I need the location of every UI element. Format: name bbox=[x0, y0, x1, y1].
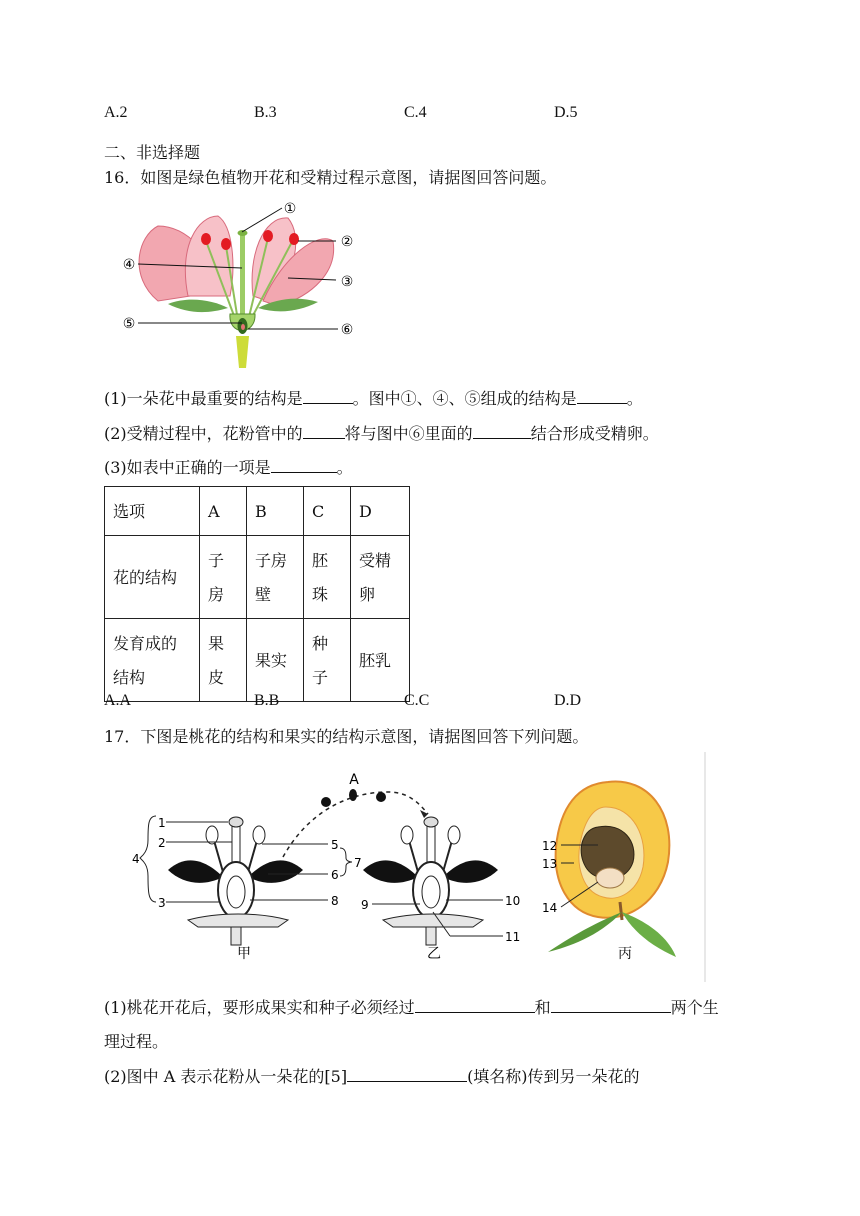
table-cell: A bbox=[200, 487, 247, 536]
q17-part1-cont: 理过程。 bbox=[104, 1032, 169, 1051]
label-9: 9 bbox=[361, 898, 369, 912]
label-6: 6 bbox=[331, 868, 339, 882]
q15-option-d: D.5 bbox=[554, 104, 578, 121]
q16-part1-text-a: (1)一朵花中最重要的结构是 bbox=[104, 389, 303, 408]
q16-flower-figure bbox=[118, 196, 368, 372]
label-5: 5 bbox=[331, 838, 339, 852]
caption-bing: 丙 bbox=[618, 946, 632, 962]
table-cell: 种子 bbox=[304, 619, 351, 702]
q17-part2 bbox=[104, 1064, 640, 1087]
flower-label-3: ③ bbox=[340, 274, 354, 290]
q16-option-b: B.B bbox=[254, 692, 280, 709]
section-heading: 二、非选择题 bbox=[104, 143, 201, 162]
q16-part3-text-b: 。 bbox=[336, 458, 353, 477]
flower-label-2: ② bbox=[340, 234, 354, 250]
table-row bbox=[105, 487, 410, 536]
q15-option-a: A.2 bbox=[104, 104, 128, 121]
q16-part3-blank[interactable] bbox=[271, 456, 337, 473]
q17-part2-text-b: (填名称)传到另一朵花的 bbox=[467, 1067, 640, 1086]
q16-option-c: C.C bbox=[404, 692, 430, 709]
table-cell: D bbox=[351, 487, 410, 536]
q17-part1-text-a: (1)桃花开花后，要形成果实和种子必须经过 bbox=[104, 998, 415, 1017]
q16-option-a: A.A bbox=[104, 692, 132, 709]
label-7: 7 bbox=[354, 856, 362, 870]
pollination-arrow-label: A bbox=[349, 772, 359, 788]
q15-option-b: B.3 bbox=[254, 104, 277, 121]
table-cell: 胚珠 bbox=[304, 536, 351, 619]
peach-fruit bbox=[548, 782, 676, 957]
table-cell: 果实 bbox=[247, 619, 304, 702]
label-8: 8 bbox=[331, 894, 339, 908]
table-cell: 胚乳 bbox=[351, 619, 410, 702]
table-cell: 果皮 bbox=[200, 619, 247, 702]
table-cell: B bbox=[247, 487, 304, 536]
q17-part1 bbox=[104, 995, 719, 1018]
q16-stem: 16．如图是绿色植物开花和受精过程示意图，请据图回答问题。 bbox=[104, 168, 557, 187]
q16-table bbox=[104, 486, 410, 702]
flower-jia bbox=[168, 817, 303, 945]
label-4: 4 bbox=[132, 852, 140, 866]
q16-option-d: D.D bbox=[554, 692, 582, 709]
table-cell: 发育成的结构 bbox=[105, 619, 200, 702]
label-13: 13 bbox=[542, 857, 558, 871]
table-row bbox=[105, 619, 410, 702]
q16-part1-blank-2[interactable] bbox=[577, 387, 627, 404]
flower-label-5: ⑤ bbox=[122, 316, 136, 332]
table-cell: 子房 bbox=[200, 536, 247, 619]
table-cell: C bbox=[304, 487, 351, 536]
table-row bbox=[105, 536, 410, 619]
q16-part3-text-a: (3)如表中正确的一项是 bbox=[104, 458, 271, 477]
label-10: 10 bbox=[505, 894, 521, 908]
label-1: 1 bbox=[158, 816, 166, 830]
q16-part2-text-c: 结合形成受精卵。 bbox=[530, 424, 659, 443]
q17-peach-figure bbox=[128, 752, 708, 982]
q16-part1 bbox=[104, 386, 643, 409]
table-cell: 选项 bbox=[105, 487, 200, 536]
flower-yi bbox=[363, 817, 498, 945]
q16-part1-text-c: 。 bbox=[626, 389, 643, 408]
q16-part2-text-b: 将与图中⑥里面的 bbox=[344, 424, 473, 443]
flower-label-6: ⑥ bbox=[340, 322, 354, 338]
label-2: 2 bbox=[158, 836, 166, 850]
q17-stem: 17．下图是桃花的结构和果实的结构示意图，请据图回答下列问题。 bbox=[104, 727, 589, 746]
q17-part1-blank-1[interactable] bbox=[415, 996, 535, 1013]
q16-part2-text-a: (2)受精过程中，花粉管中的 bbox=[104, 424, 303, 443]
flower-label-1: ① bbox=[283, 201, 297, 217]
caption-yi: 乙 bbox=[427, 946, 441, 962]
table-cell: 子房壁 bbox=[247, 536, 304, 619]
q16-part3 bbox=[104, 455, 353, 478]
q17-part2-blank[interactable] bbox=[347, 1065, 467, 1082]
q17-part1-text-c: 两个生 bbox=[670, 998, 719, 1017]
label-11: 11 bbox=[505, 930, 521, 944]
q16-part2-blank-1[interactable] bbox=[303, 422, 345, 439]
flower-label-4: ④ bbox=[122, 257, 136, 273]
label-12: 12 bbox=[542, 839, 558, 853]
q16-part1-blank-1[interactable] bbox=[303, 387, 353, 404]
q16-part2-blank-2[interactable] bbox=[473, 422, 531, 439]
q15-option-c: C.4 bbox=[404, 104, 427, 121]
q17-part1-text-b: 和 bbox=[534, 998, 551, 1017]
table-cell: 受精卵 bbox=[351, 536, 410, 619]
q17-part2-text-a: (2)图中 A 表示花粉从一朵花的[5] bbox=[104, 1067, 348, 1086]
label-14: 14 bbox=[542, 901, 558, 915]
table-cell: 花的结构 bbox=[105, 536, 200, 619]
label-3: 3 bbox=[158, 896, 166, 910]
q16-part1-text-b: 。图中①、④、⑤组成的结构是 bbox=[352, 389, 577, 408]
caption-jia: 甲 bbox=[237, 946, 251, 962]
q16-part2 bbox=[104, 421, 659, 444]
q17-part1-blank-2[interactable] bbox=[551, 996, 671, 1013]
